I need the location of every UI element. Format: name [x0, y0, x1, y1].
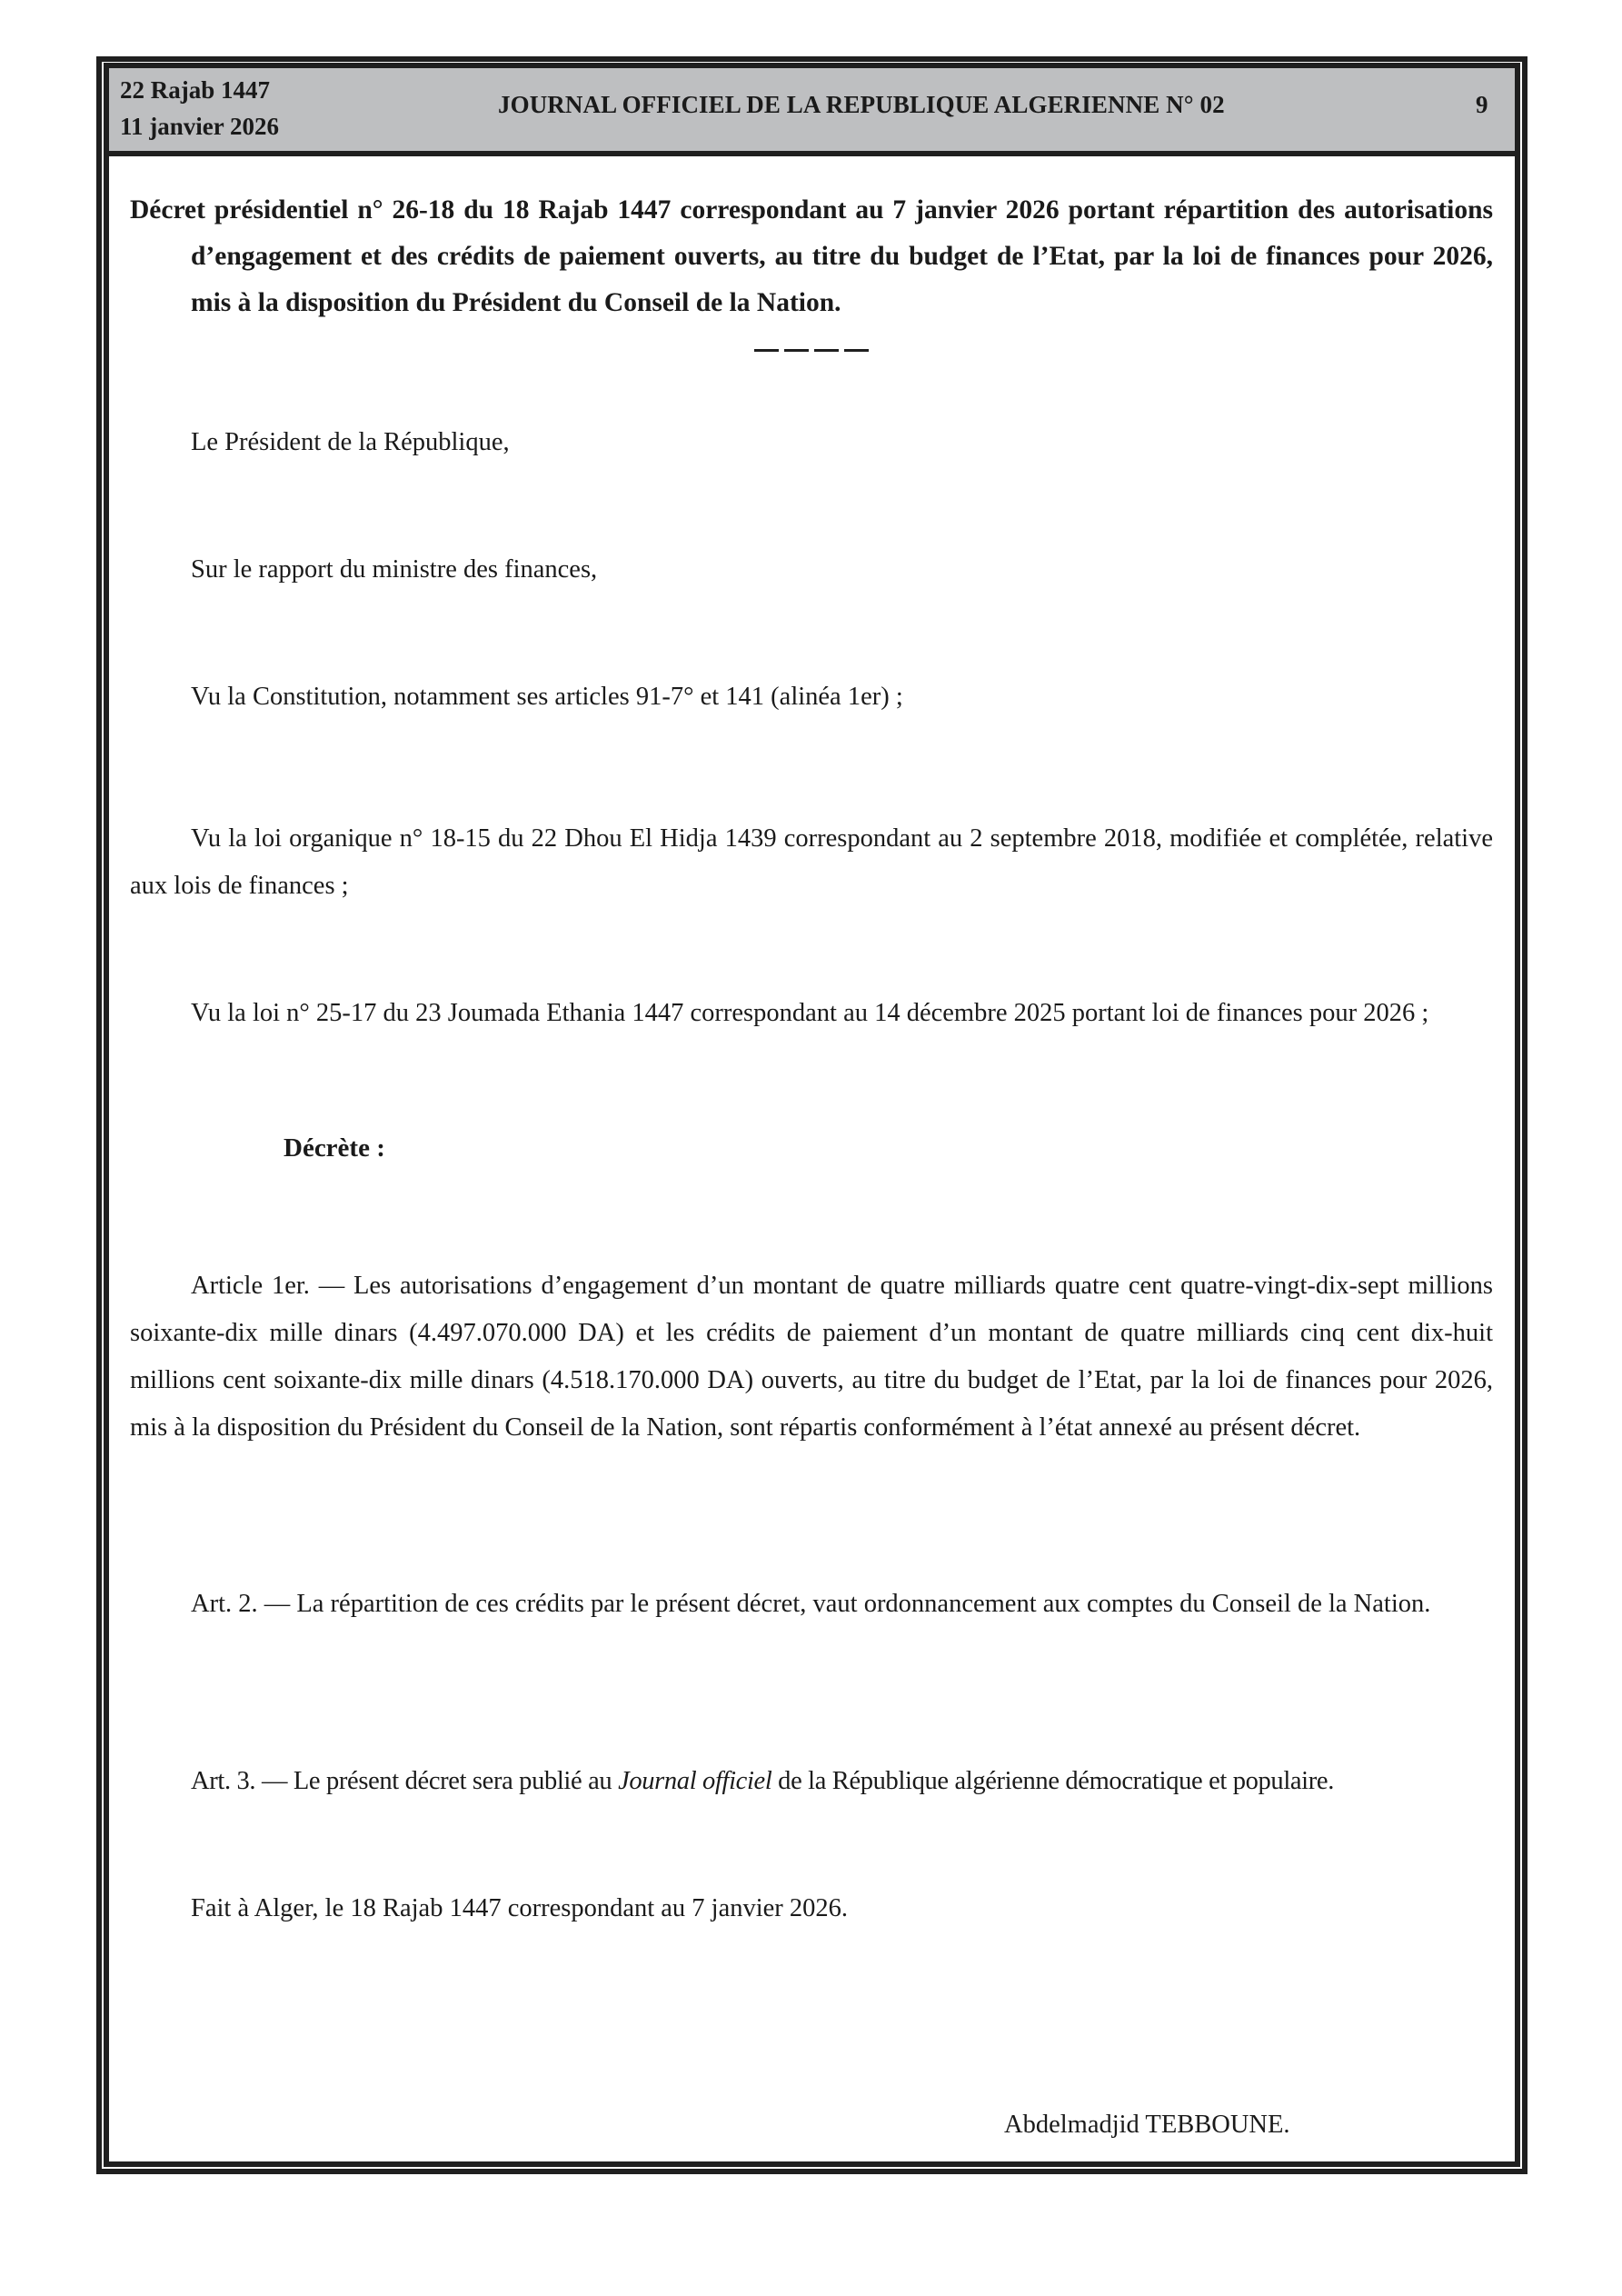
decree-title: Décret présidentiel n° 26-18 du 18 Rajab 1447 correspondant au 7 janvier 2026 portant répartition des autorisations d’engagement et des crédits de paiement ouverts, au titre du budget de l’Etat, par la loi de finances pour 2026, mis à la disposition du Président du Conseil de la Nation.	[130, 195, 1493, 317]
journal-header	[109, 68, 1515, 156]
article-1: Article 1er. — Les autorisations d’engagement d’un montant de quatre milliards quatre cent quatre-vingt-dix-sept millions soixante-dix mille dinars (4.497.070.000 DA) et les crédits de paiement d’un montant de quatre milliards cinq cent dix-huit millions cent soixante-dix mille dinars (4.518.170.000 DA) ouverts, au titre du budget de l’Etat, par la loi de finances pour 2026, mis à la disposition du Président du Conseil de la Nation, sont répartis conformément à l’état annexé au présent décret.	[130, 1272, 1493, 1442]
signature: Abdelmadjid TEBBOUNE.	[1004, 2111, 1290, 2139]
header-dates	[120, 72, 279, 145]
separator-dash	[754, 349, 779, 352]
journal-title: JOURNAL OFFICIEL DE LA REPUBLIQUE ALGERIENNE N° 02	[498, 91, 1225, 118]
separator-dash	[814, 349, 839, 352]
decrete-label: Décrète :	[284, 1133, 385, 1163]
visa-organic-law: Vu la loi organique n° 18-15 du 22 Dhou El Hidja 1439 correspondant au 2 septembre 2018, modifiée et complétée, relative aux lois de finances ;	[130, 824, 1493, 900]
title-separator	[754, 336, 869, 364]
page-frame-inner-border	[104, 63, 1520, 2167]
article-3	[130, 1758, 1493, 1805]
separator-dash	[844, 349, 869, 352]
article-2: Art. 2. — La répartition de ces crédits par le présent décret, vaut ordonnancement aux comptes du Conseil de la Nation.	[191, 1590, 1431, 1618]
journal-officiel-italic: Journal officiel	[618, 1767, 772, 1795]
preamble-opening: Le Président de la République,	[191, 428, 510, 456]
visa-constitution: Vu la Constitution, notamment ses articles 91-7° et 141 (alinéa 1er) ;	[191, 683, 903, 711]
separator-dash	[784, 349, 809, 352]
hijri-date: 22 Rajab 1447	[120, 76, 271, 104]
done-at-line: Fait à Alger, le 18 Rajab 1447 correspondant au 7 janvier 2026.	[191, 1894, 849, 1922]
visa-finance-law: Vu la loi n° 25-17 du 23 Joumada Ethania 1447 correspondant au 14 décembre 2025 portant loi de finances pour 2026 ;	[191, 999, 1429, 1027]
page-number: 9	[1476, 91, 1488, 118]
gregorian-date: 11 janvier 2026	[120, 113, 279, 140]
article-3-prefix: Art. 3. — Le présent décret sera publié au	[191, 1767, 619, 1795]
article-3-suffix: de la République algérienne démocratique et populaire.	[771, 1767, 1334, 1795]
preamble-report: Sur le rapport du ministre des finances,	[191, 555, 598, 584]
